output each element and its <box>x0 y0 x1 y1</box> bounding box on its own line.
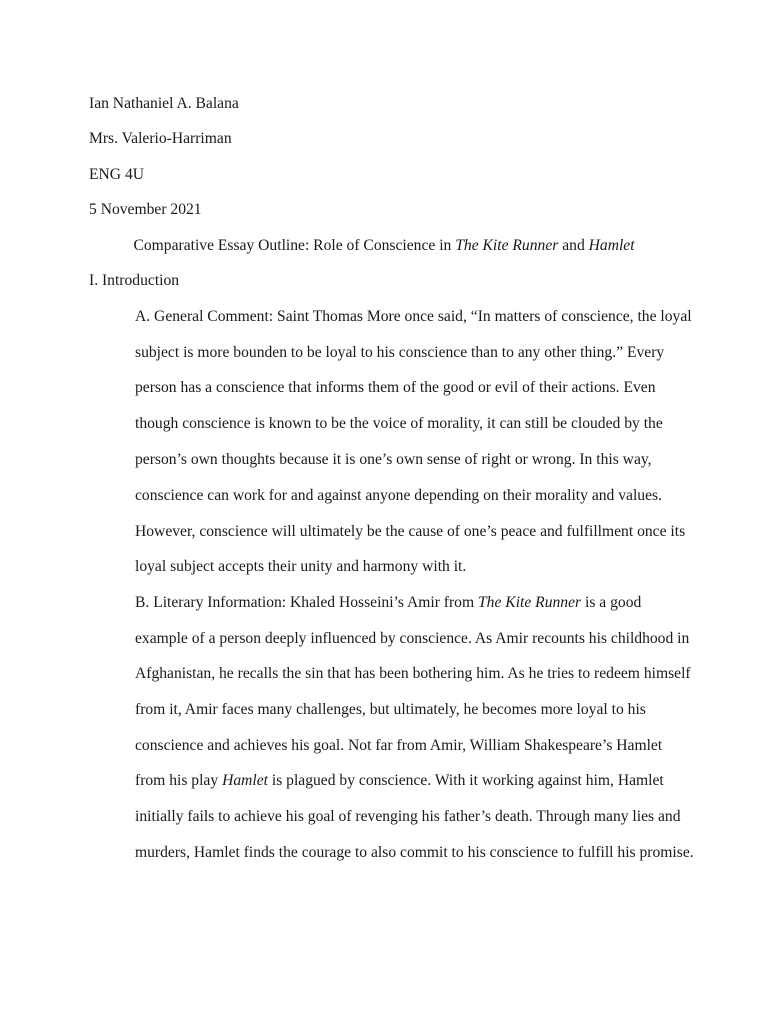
paragraph-line: However, conscience will ultimately be the cause of one’s peace and fulfillment once its <box>135 523 686 540</box>
section-heading: I. Introduction <box>89 272 180 289</box>
paragraph-line: conscience and achieves his goal. Not far from Amir, William Shakespeare’s Hamlet <box>135 737 663 754</box>
teacher-name: Mrs. Valerio-Harriman <box>89 130 232 147</box>
paragraph-line: though conscience is known to be the voice of morality, it can still be clouded by the <box>135 415 663 432</box>
paragraph-line <box>135 593 641 613</box>
paragraph-line: conscience can work for and against anyone depending on their morality and values. <box>135 487 662 504</box>
line-text: is plagued by conscience. With it working against him, Hamlet <box>267 772 664 789</box>
essay-title <box>0 236 768 256</box>
italic-title: Hamlet <box>222 772 268 789</box>
italic-title: The Kite Runner <box>478 594 582 611</box>
paragraph-line: murders, Hamlet finds the courage to also commit to his conscience to fulfill his promise. <box>135 844 694 861</box>
paragraph-line: initially fails to achieve his goal of revenging his father’s death. Through many lies and <box>135 808 681 825</box>
paragraph-line: person’s own thoughts because it is one’s own sense of right or wrong. In this way, <box>135 451 652 468</box>
essay-date: 5 November 2021 <box>89 201 202 218</box>
title-prefix: Comparative Essay Outline: Role of Conscience in <box>133 237 456 254</box>
line-text: from his play <box>135 772 223 789</box>
student-name: Ian Nathaniel A. Balana <box>89 95 239 112</box>
paragraph-line: person has a conscience that informs them of the good or evil of their actions. Even <box>135 379 656 396</box>
title-work-2: Hamlet <box>588 237 635 254</box>
paragraph-line: from it, Amir faces many challenges, but ultimately, he becomes more loyal to his <box>135 701 646 718</box>
paragraph-line: subject is more bounden to be loyal to his conscience than to any other thing.” Every <box>135 344 665 361</box>
paragraph-line: Afghanistan, he recalls the sin that has been bothering him. As he tries to redeem himself <box>135 665 691 682</box>
line-text: B. Literary Information: Khaled Hosseini’s Amir from <box>135 594 478 611</box>
paragraph-line: example of a person deeply influenced by conscience. As Amir recounts his childhood in <box>135 630 690 647</box>
course-code: ENG 4U <box>89 166 145 183</box>
title-work-1: The Kite Runner <box>455 237 559 254</box>
paragraph-line: A. General Comment: Saint Thomas More once said, “In matters of conscience, the loyal <box>135 308 692 325</box>
title-joiner: and <box>558 237 589 254</box>
paragraph-line <box>135 771 664 791</box>
line-text: is a good <box>581 594 642 611</box>
paragraph-line: loyal subject accepts their unity and harmony with it. <box>135 558 467 575</box>
